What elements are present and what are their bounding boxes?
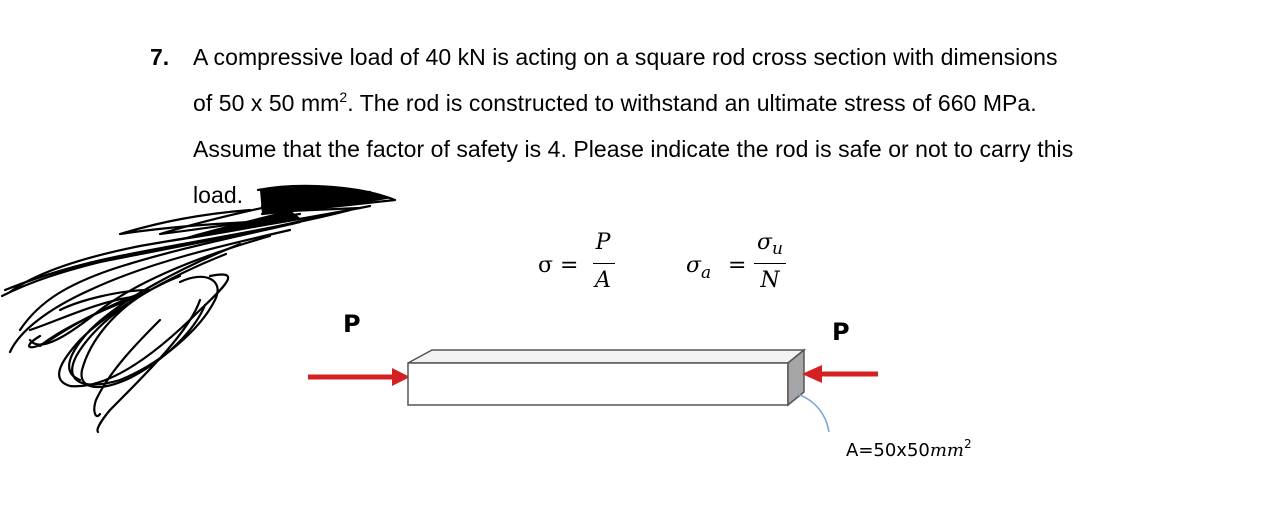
squared-superscript: 2 bbox=[339, 89, 348, 105]
allowable-numerator bbox=[752, 230, 788, 259]
area-label-superscript: 2 bbox=[964, 437, 972, 451]
question-line-2-start: of 50 x 50 mm bbox=[193, 90, 340, 116]
area-label bbox=[846, 437, 972, 461]
allowable-fraction-bar bbox=[754, 263, 786, 264]
area-leader-line bbox=[797, 394, 829, 432]
left-load-label: P bbox=[343, 310, 361, 338]
allowable-stress-formula bbox=[686, 230, 796, 294]
stress-formula bbox=[538, 230, 618, 294]
allowable-denominator: N bbox=[760, 268, 780, 293]
stress-fraction-bar bbox=[593, 263, 615, 264]
area-label-value: A=50x50 bbox=[846, 440, 930, 461]
allowable-numerator-subscript: u bbox=[772, 239, 783, 259]
question-line-4: load. bbox=[193, 182, 244, 208]
right-load-label: P bbox=[832, 318, 850, 346]
question-line-3: Assume that the factor of safety is 4. Please indicate the rod is safe or not to carry this bbox=[193, 136, 1074, 162]
question-line-2-end: . The rod is constructed to withstand an ultimate stress of 660 MPa. bbox=[347, 90, 1037, 116]
allowable-equals: = bbox=[728, 253, 747, 278]
stress-numerator: P bbox=[595, 230, 611, 255]
question-number: 7. bbox=[150, 44, 170, 70]
question-line-2 bbox=[193, 90, 1037, 117]
rod-diagram bbox=[300, 340, 900, 440]
rod bbox=[408, 350, 804, 405]
left-load-arrow bbox=[308, 368, 410, 386]
question-line-1: A compressive load of 40 kN is acting on a square rod cross section with dimensions bbox=[193, 44, 1058, 70]
right-load-arrow bbox=[802, 365, 878, 383]
allowable-lhs-symbol: σ bbox=[686, 253, 702, 278]
allowable-lhs-subscript: a bbox=[701, 263, 712, 283]
allowable-lhs bbox=[686, 253, 712, 283]
stress-denominator: A bbox=[595, 268, 611, 293]
area-label-unit: mm bbox=[929, 440, 964, 461]
stress-lhs: σ = bbox=[538, 253, 579, 278]
allowable-numerator-symbol: σ bbox=[757, 230, 773, 255]
